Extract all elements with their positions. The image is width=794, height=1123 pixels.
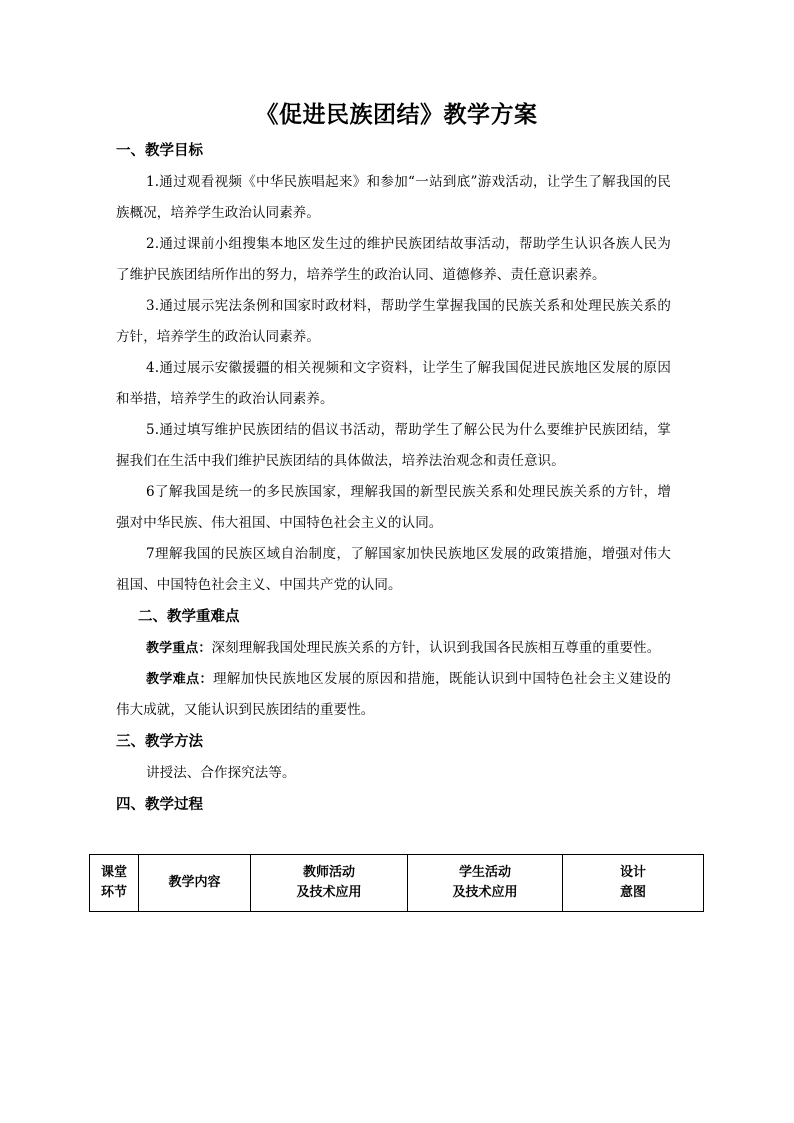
document-title: 《促进民族团结》教学方案 (255, 102, 538, 128)
table-header-row (90, 855, 704, 912)
teaching-focus-paragraph (116, 633, 671, 664)
header-design-line-1: 设计 (619, 865, 646, 880)
goal-item-3: 3.通过展示宪法条例和国家时政材料，帮助学生掌握我国的民族关系和处理民族关系的方针，培养学生的政治认同素养。 (116, 298, 671, 345)
header-teacher-line-2: 及技术应用 (296, 885, 362, 900)
header-session-line-1: 课堂 (100, 865, 127, 880)
teaching-difficulty-paragraph (116, 664, 671, 726)
header-cell-session (90, 855, 139, 912)
teaching-process-table (89, 854, 703, 912)
teaching-focus-label: 教学重点： (146, 641, 212, 656)
goal-item-2: 2.通过课前小组搜集本地区发生过的维护民族团结故事活动，帮助学生认识各族人民为了维护民族团结所作出的努力，培养学生的政治认同、道德修养、责任意识素养。 (116, 236, 671, 283)
section-heading-methods: 三、教学方法 (116, 734, 203, 750)
section-heading-key-points: 二、教学重难点 (138, 609, 240, 625)
teaching-methods-text: 讲授法、合作探究法等。 (146, 765, 296, 781)
header-cell-content (139, 855, 251, 912)
section-heading-goals: 一、教学目标 (116, 143, 203, 159)
goal-item-1: 1.通过观看视频《中华民族唱起来》和参加“一站到底”游戏活动，让学生了解我国的民族概况，培养学生政治认同素养。 (116, 174, 671, 221)
header-session-line-2: 环节 (100, 885, 127, 900)
goal-item-5: 5.通过填写维护民族团结的倡议书活动，帮助学生了解公民为什么要维护民族团结，掌握我们在生活中我们维护民族团结的具体做法，培养法治观念和责任意识。 (116, 422, 671, 469)
goal-item-6: 6了解我国是统一的多民族国家，理解我国的新型民族关系和处理民族关系的方针，增强对中华民族、伟大祖国、中国特色社会主义的认同。 (116, 484, 671, 531)
header-student-line-1: 学生活动 (458, 865, 511, 880)
goal-item-7: 7理解我国的民族区域自治制度，了解国家加快民族地区发展的政策措施，增强对伟大祖国、中国特色社会主义、中国共产党的认同。 (116, 546, 671, 593)
teaching-focus-text: 深刻理解我国处理民族关系的方针，认识到我国各民族相互尊重的重要性。 (211, 640, 661, 656)
document-page (116, 95, 671, 821)
header-student-line-2: 及技术应用 (452, 885, 518, 900)
header-cell-teacher-activity (251, 855, 408, 912)
section-heading-process: 四、教学过程 (116, 797, 203, 813)
goal-item-4: 4.通过展示安徽援疆的相关视频和文字资料，让学生了解我国促进民族地区发展的原因和举措，培养学生的政治认同素养。 (116, 360, 671, 407)
header-design-line-2: 意图 (619, 885, 646, 900)
header-content-line-1: 教学内容 (168, 875, 221, 890)
header-cell-student-activity (408, 855, 563, 912)
process-table (89, 854, 704, 912)
teaching-difficulty-text: 理解加快民族地区发展的原因和措施，既能认识到中国特色社会主义建设的伟大成就，又能认识到民族团结的重要性。 (116, 671, 671, 718)
header-cell-design-intent (563, 855, 704, 912)
header-teacher-line-1: 教师活动 (302, 865, 355, 880)
teaching-difficulty-label: 教学难点： (146, 672, 213, 687)
